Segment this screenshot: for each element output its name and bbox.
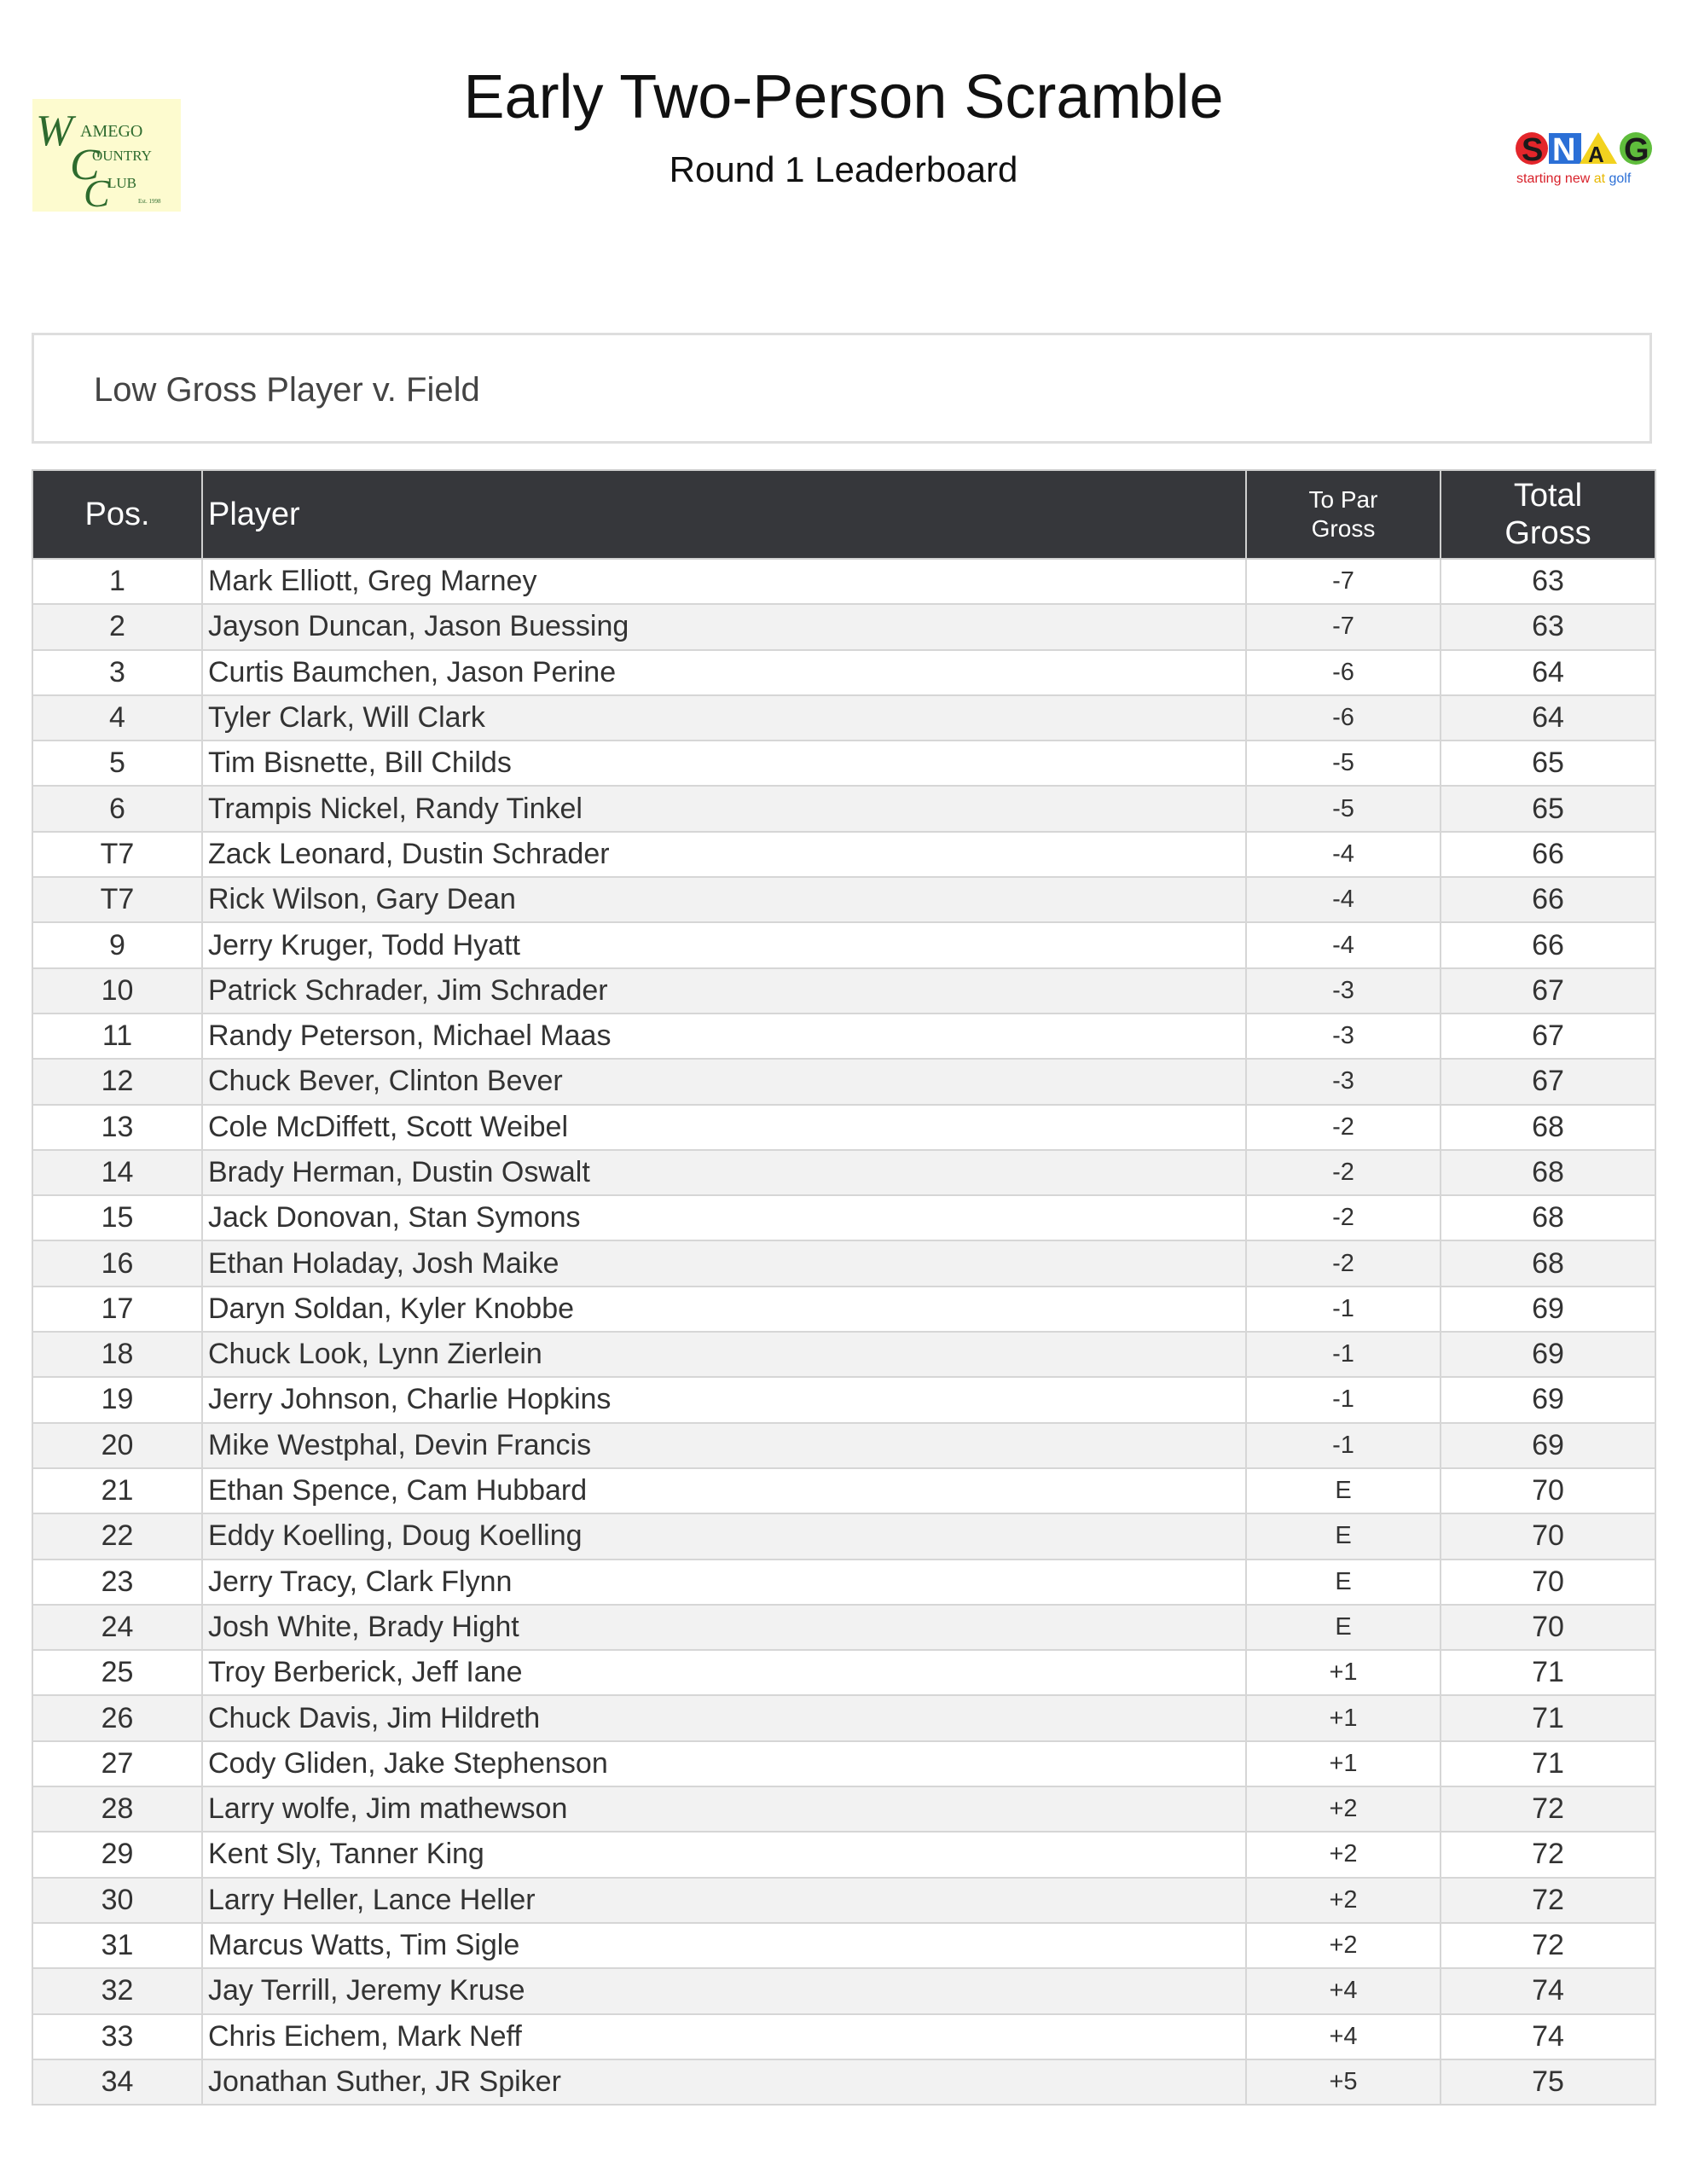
to-par-cell: -3 bbox=[1246, 1014, 1441, 1059]
to-par-cell: -3 bbox=[1246, 1059, 1441, 1104]
to-par-cell: E bbox=[1246, 1468, 1441, 1513]
player-cell: Chuck Look, Lynn Zierlein bbox=[202, 1332, 1246, 1377]
total-gross-cell: 67 bbox=[1441, 1014, 1655, 1059]
total-gross-cell: 71 bbox=[1441, 1695, 1655, 1740]
to-par-cell: -7 bbox=[1246, 559, 1441, 604]
position-cell: 6 bbox=[32, 786, 202, 831]
total-gross-cell: 68 bbox=[1441, 1150, 1655, 1195]
total-gross-cell: 72 bbox=[1441, 1923, 1655, 1968]
player-cell: Larry wolfe, Jim mathewson bbox=[202, 1786, 1246, 1832]
position-cell: 25 bbox=[32, 1650, 202, 1695]
player-cell: Jerry Kruger, Todd Hyatt bbox=[202, 922, 1246, 967]
to-par-cell: E bbox=[1246, 1605, 1441, 1650]
position-cell: 23 bbox=[32, 1560, 202, 1605]
position-cell: T7 bbox=[32, 832, 202, 877]
table-row bbox=[32, 1150, 1655, 1195]
header-player: Player bbox=[202, 470, 1246, 559]
player-cell: Daryn Soldan, Kyler Knobbe bbox=[202, 1287, 1246, 1332]
position-cell: 32 bbox=[32, 1968, 202, 2013]
total-gross-cell: 64 bbox=[1441, 695, 1655, 741]
player-cell: Mark Elliott, Greg Marney bbox=[202, 559, 1246, 604]
total-gross-cell: 74 bbox=[1441, 1968, 1655, 2013]
to-par-cell: -6 bbox=[1246, 650, 1441, 695]
table-row bbox=[32, 2014, 1655, 2059]
player-cell: Jay Terrill, Jeremy Kruse bbox=[202, 1968, 1246, 2013]
player-cell: Kent Sly, Tanner King bbox=[202, 1832, 1246, 1877]
header-to-par-line2: Gross bbox=[1311, 515, 1376, 542]
to-par-cell: +2 bbox=[1246, 1786, 1441, 1832]
total-gross-cell: 70 bbox=[1441, 1513, 1655, 1559]
player-cell: Tim Bisnette, Bill Childs bbox=[202, 741, 1246, 786]
table-row bbox=[32, 559, 1655, 604]
position-cell: 27 bbox=[32, 1741, 202, 1786]
position-cell: 12 bbox=[32, 1059, 202, 1104]
total-gross-cell: 66 bbox=[1441, 922, 1655, 967]
total-gross-cell: 67 bbox=[1441, 1059, 1655, 1104]
position-cell: 15 bbox=[32, 1195, 202, 1240]
player-cell: Larry Heller, Lance Heller bbox=[202, 1878, 1246, 1923]
table-row bbox=[32, 968, 1655, 1014]
to-par-cell: -1 bbox=[1246, 1377, 1441, 1422]
table-row bbox=[32, 1513, 1655, 1559]
table-row bbox=[32, 1786, 1655, 1832]
table-row bbox=[32, 1878, 1655, 1923]
position-cell: 30 bbox=[32, 1878, 202, 1923]
table-row bbox=[32, 1923, 1655, 1968]
position-cell: 34 bbox=[32, 2059, 202, 2105]
player-cell: Cole McDiffett, Scott Weibel bbox=[202, 1105, 1246, 1150]
leaderboard-body bbox=[32, 559, 1655, 2105]
total-gross-cell: 67 bbox=[1441, 968, 1655, 1014]
player-cell: Ethan Holaday, Josh Maike bbox=[202, 1240, 1246, 1286]
svg-text:G: G bbox=[1624, 132, 1649, 168]
svg-text:Est. 1998: Est. 1998 bbox=[138, 198, 161, 205]
player-cell: Chuck Bever, Clinton Bever bbox=[202, 1059, 1246, 1104]
to-par-cell: +1 bbox=[1246, 1650, 1441, 1695]
section-header bbox=[32, 333, 1652, 444]
player-cell: Zack Leonard, Dustin Schrader bbox=[202, 832, 1246, 877]
position-cell: 16 bbox=[32, 1240, 202, 1286]
svg-text:W: W bbox=[36, 107, 73, 155]
position-cell: 24 bbox=[32, 1605, 202, 1650]
position-cell: 2 bbox=[32, 604, 202, 649]
to-par-cell: +1 bbox=[1246, 1695, 1441, 1740]
table-row bbox=[32, 832, 1655, 877]
to-par-cell: -5 bbox=[1246, 741, 1441, 786]
total-gross-cell: 65 bbox=[1441, 786, 1655, 831]
to-par-cell: +2 bbox=[1246, 1878, 1441, 1923]
svg-text:C: C bbox=[84, 171, 110, 212]
total-gross-cell: 66 bbox=[1441, 877, 1655, 922]
svg-text:starting new at golf: starting new at golf bbox=[1516, 171, 1632, 186]
table-row bbox=[32, 1695, 1655, 1740]
player-cell: Trampis Nickel, Randy Tinkel bbox=[202, 786, 1246, 831]
player-cell: Cody Gliden, Jake Stephenson bbox=[202, 1741, 1246, 1786]
to-par-cell: +1 bbox=[1246, 1741, 1441, 1786]
table-row bbox=[32, 604, 1655, 649]
to-par-cell: -6 bbox=[1246, 695, 1441, 741]
svg-text:AMEGO: AMEGO bbox=[80, 122, 143, 141]
table-row bbox=[32, 922, 1655, 967]
total-gross-cell: 63 bbox=[1441, 559, 1655, 604]
to-par-cell: -2 bbox=[1246, 1150, 1441, 1195]
table-row bbox=[32, 1014, 1655, 1059]
table-row bbox=[32, 1468, 1655, 1513]
player-cell: Jerry Johnson, Charlie Hopkins bbox=[202, 1377, 1246, 1422]
position-cell: 10 bbox=[32, 968, 202, 1014]
total-gross-cell: 69 bbox=[1441, 1287, 1655, 1332]
to-par-cell: -3 bbox=[1246, 968, 1441, 1014]
position-cell: 1 bbox=[32, 559, 202, 604]
position-cell: 5 bbox=[32, 741, 202, 786]
table-header-row bbox=[32, 470, 1655, 559]
header-total-line2: Gross bbox=[1504, 515, 1591, 551]
total-gross-cell: 72 bbox=[1441, 1832, 1655, 1877]
position-cell: 4 bbox=[32, 695, 202, 741]
svg-text:OUNTRY: OUNTRY bbox=[92, 148, 152, 164]
svg-text:N: N bbox=[1552, 132, 1576, 168]
table-row bbox=[32, 1968, 1655, 2013]
to-par-cell: E bbox=[1246, 1560, 1441, 1605]
player-cell: Josh White, Brady Hight bbox=[202, 1605, 1246, 1650]
position-cell: 9 bbox=[32, 922, 202, 967]
total-gross-cell: 70 bbox=[1441, 1560, 1655, 1605]
position-cell: 33 bbox=[32, 2014, 202, 2059]
position-cell: 18 bbox=[32, 1332, 202, 1377]
to-par-cell: +2 bbox=[1246, 1832, 1441, 1877]
to-par-cell: +4 bbox=[1246, 1968, 1441, 2013]
table-row bbox=[32, 877, 1655, 922]
player-cell: Jayson Duncan, Jason Buessing bbox=[202, 604, 1246, 649]
position-cell: T7 bbox=[32, 877, 202, 922]
position-cell: 28 bbox=[32, 1786, 202, 1832]
header-total-gross bbox=[1441, 470, 1655, 559]
player-cell: Chris Eichem, Mark Neff bbox=[202, 2014, 1246, 2059]
player-cell: Eddy Koelling, Doug Koelling bbox=[202, 1513, 1246, 1559]
total-gross-cell: 71 bbox=[1441, 1650, 1655, 1695]
player-cell: Chuck Davis, Jim Hildreth bbox=[202, 1695, 1246, 1740]
page-title: Early Two-Person Scramble bbox=[463, 63, 1224, 131]
player-cell: Jerry Tracy, Clark Flynn bbox=[202, 1560, 1246, 1605]
table-row bbox=[32, 1377, 1655, 1422]
svg-text:A: A bbox=[1588, 142, 1604, 167]
player-cell: Curtis Baumchen, Jason Perine bbox=[202, 650, 1246, 695]
header-total-line1: Total bbox=[1513, 478, 1583, 514]
total-gross-cell: 69 bbox=[1441, 1377, 1655, 1422]
player-cell: Ethan Spence, Cam Hubbard bbox=[202, 1468, 1246, 1513]
position-cell: 31 bbox=[32, 1923, 202, 1968]
total-gross-cell: 65 bbox=[1441, 741, 1655, 786]
to-par-cell: -2 bbox=[1246, 1240, 1441, 1286]
total-gross-cell: 68 bbox=[1441, 1105, 1655, 1150]
table-row bbox=[32, 1605, 1655, 1650]
table-row bbox=[32, 2059, 1655, 2105]
player-cell: Patrick Schrader, Jim Schrader bbox=[202, 968, 1246, 1014]
header-to-par-gross bbox=[1246, 470, 1441, 559]
table-row bbox=[32, 1423, 1655, 1468]
player-cell: Jonathan Suther, JR Spiker bbox=[202, 2059, 1246, 2105]
header-to-par-line1: To Par bbox=[1308, 486, 1378, 513]
table-row bbox=[32, 1059, 1655, 1104]
position-cell: 11 bbox=[32, 1014, 202, 1059]
to-par-cell: +5 bbox=[1246, 2059, 1441, 2105]
player-cell: Marcus Watts, Tim Sigle bbox=[202, 1923, 1246, 1968]
table-row bbox=[32, 1195, 1655, 1240]
player-cell: Rick Wilson, Gary Dean bbox=[202, 877, 1246, 922]
total-gross-cell: 71 bbox=[1441, 1741, 1655, 1786]
player-cell: Jack Donovan, Stan Symons bbox=[202, 1195, 1246, 1240]
to-par-cell: -2 bbox=[1246, 1105, 1441, 1150]
table-row bbox=[32, 650, 1655, 695]
total-gross-cell: 70 bbox=[1441, 1605, 1655, 1650]
total-gross-cell: 69 bbox=[1441, 1332, 1655, 1377]
svg-text:C: C bbox=[70, 141, 100, 189]
header-pos: Pos. bbox=[32, 470, 202, 559]
section-title: Low Gross Player v. Field bbox=[94, 371, 480, 409]
total-gross-cell: 64 bbox=[1441, 650, 1655, 695]
table-row bbox=[32, 1287, 1655, 1332]
table-row bbox=[32, 1105, 1655, 1150]
to-par-cell: +2 bbox=[1246, 1923, 1441, 1968]
total-gross-cell: 70 bbox=[1441, 1468, 1655, 1513]
position-cell: 13 bbox=[32, 1105, 202, 1150]
table-row bbox=[32, 1240, 1655, 1286]
to-par-cell: -4 bbox=[1246, 922, 1441, 967]
to-par-cell: -1 bbox=[1246, 1332, 1441, 1377]
to-par-cell: -4 bbox=[1246, 877, 1441, 922]
to-par-cell: E bbox=[1246, 1513, 1441, 1559]
player-cell: Tyler Clark, Will Clark bbox=[202, 695, 1246, 741]
total-gross-cell: 69 bbox=[1441, 1423, 1655, 1468]
total-gross-cell: 66 bbox=[1441, 832, 1655, 877]
to-par-cell: -7 bbox=[1246, 604, 1441, 649]
to-par-cell: -2 bbox=[1246, 1195, 1441, 1240]
position-cell: 22 bbox=[32, 1513, 202, 1559]
position-cell: 17 bbox=[32, 1287, 202, 1332]
to-par-cell: +4 bbox=[1246, 2014, 1441, 2059]
total-gross-cell: 72 bbox=[1441, 1786, 1655, 1832]
player-cell: Randy Peterson, Michael Maas bbox=[202, 1014, 1246, 1059]
position-cell: 21 bbox=[32, 1468, 202, 1513]
total-gross-cell: 63 bbox=[1441, 604, 1655, 649]
table-row bbox=[32, 1332, 1655, 1377]
table-row bbox=[32, 741, 1655, 786]
position-cell: 19 bbox=[32, 1377, 202, 1422]
table-row bbox=[32, 1741, 1655, 1786]
position-cell: 3 bbox=[32, 650, 202, 695]
to-par-cell: -1 bbox=[1246, 1287, 1441, 1332]
position-cell: 26 bbox=[32, 1695, 202, 1740]
position-cell: 20 bbox=[32, 1423, 202, 1468]
total-gross-cell: 68 bbox=[1441, 1240, 1655, 1286]
player-cell: Troy Berberick, Jeff Iane bbox=[202, 1650, 1246, 1695]
player-cell: Mike Westphal, Devin Francis bbox=[202, 1423, 1246, 1468]
leaderboard-table bbox=[32, 469, 1656, 2106]
to-par-cell: -5 bbox=[1246, 786, 1441, 831]
page-subtitle: Round 1 Leaderboard bbox=[669, 149, 1018, 189]
svg-text:LUB: LUB bbox=[107, 175, 136, 191]
svg-text:S: S bbox=[1522, 132, 1544, 168]
table-row bbox=[32, 1650, 1655, 1695]
to-par-cell: -1 bbox=[1246, 1423, 1441, 1468]
total-gross-cell: 74 bbox=[1441, 2014, 1655, 2059]
player-cell: Brady Herman, Dustin Oswalt bbox=[202, 1150, 1246, 1195]
total-gross-cell: 75 bbox=[1441, 2059, 1655, 2105]
table-row bbox=[32, 695, 1655, 741]
total-gross-cell: 68 bbox=[1441, 1195, 1655, 1240]
position-cell: 14 bbox=[32, 1150, 202, 1195]
to-par-cell: -4 bbox=[1246, 832, 1441, 877]
total-gross-cell: 72 bbox=[1441, 1878, 1655, 1923]
table-row bbox=[32, 786, 1655, 831]
table-row bbox=[32, 1560, 1655, 1605]
table-row bbox=[32, 1832, 1655, 1877]
position-cell: 29 bbox=[32, 1832, 202, 1877]
